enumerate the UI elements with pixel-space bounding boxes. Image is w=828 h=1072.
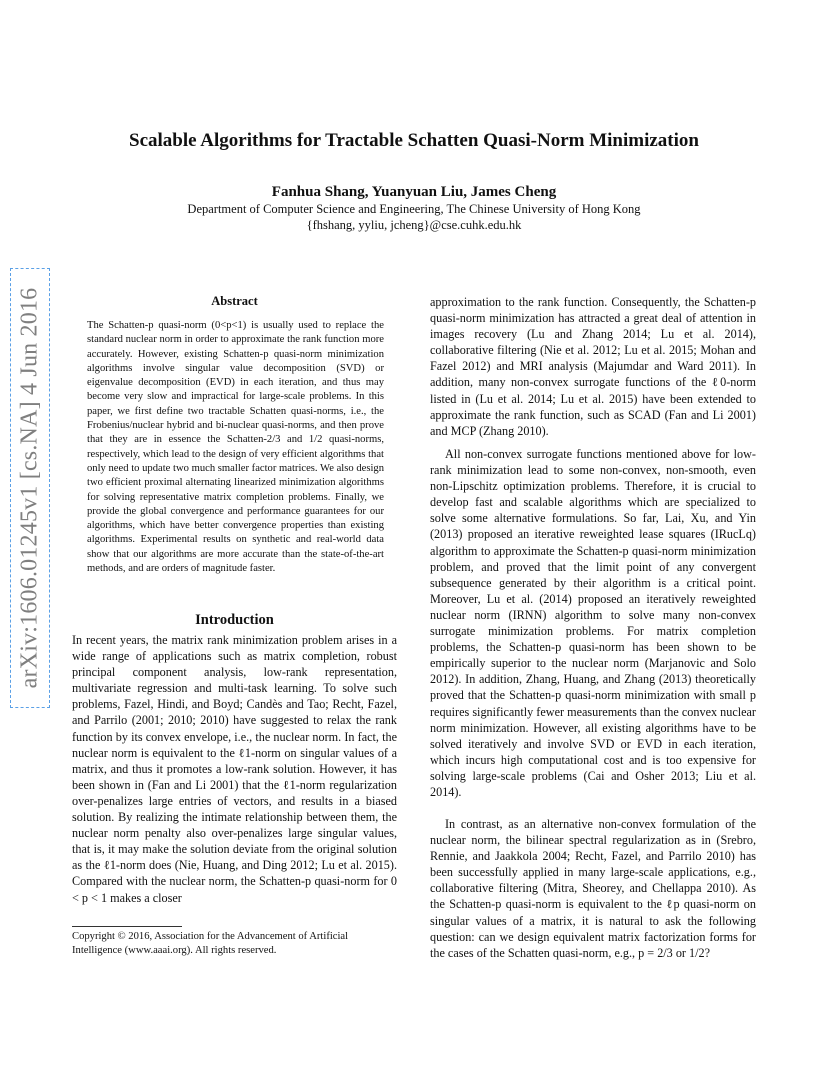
author-affiliation: Department of Computer Science and Engineering, The Chinese University of Hong Kong: [187, 202, 641, 216]
paper-title: Scalable Algorithms for Tractable Schatten Quasi-Norm Minimization: [129, 130, 699, 151]
right-column-paragraph-2: All non-convex surrogate functions mentioned above for low-rank minimization lead to some non-convex, non-smooth, even non-Lipschitz optimization problems. Therefore, it is crucial to develop fast and scalable algorithms which are specialized to solve some alternative formulations. So far, Lai, Xu, and Yin (2013) proposed an iterative reweighted lease squares (IRucLq) algorithm to approximate the Schatten-p quasi-norm minimization problem, and proved that the limit point of any convergent subsequence generated by their algorithm is a critical point. Moreover, Lu et al. (2014) proposed an iteratively reweighted nuclear norm (IRNN) algorithm to solve many non-convex surrogate minimization problems. For matrix completion problems, the Schatten-p quasi-norm has been shown to be empirically superior to the nuclear norm (Marjanovic and Solo 2012). In addition, Zhang, Huang, and Zhang (2013) theoretically proved that the Schatten-p quasi-norm minimization with small p requires significantly fewer measurements than the convex nuclear norm minimization. However, all existing algorithms have to be solved iteratively and involve SVD or EVD in each iteration, which incurs high computational cost and is too expensive for solving large-scale problems (Cai and Osher 2013; Liu et al. 2014).: [430, 447, 756, 799]
footnote-divider: [72, 926, 182, 927]
abstract-text: The Schatten-p quasi-norm (0<p<1) is usually used to replace the standard nuclear norm in order to approximate the rank function more accurately. However, existing Schatten-p quasi-norm minimization algorithms involve singular value decomposition (SVD) or eigenvalue decomposition (EVD) in each iteration, and thus may become very slow and impractical for large-scale problems. In this paper, we first define two tractable Schatten quasi-norms, i.e., the Frobenius/nuclear hybrid and bi-nuclear quasi-norms, and then prove that they are in essence the Schatten-2/3 and 1/2 quasi-norms, respectively, which lead to the design of very efficient algorithms that only need to update two much smaller factor matrices. We also design two efficient proximal alternating linearized minimization algorithms for solving representative matrix completion problems. Finally, we provide the global convergence and performance guarantees for our algorithms, which have better convergence properties than existing algorithms. Experimental results on synthetic and real-world data show that our algorithms are more accurate than the state-of-the-art methods, and are orders of magnitude faster.: [87, 320, 384, 575]
right-column-paragraph-3: In contrast, as an alternative non-convex formulation of the nuclear norm, the bilinear spectral regularization as in (Srebro, Rennie, and Jaakkola 2004; Recht, Fazel, and Parrilo 2010) has been successfully applied in many large-scale applications, e.g., collaborative filtering (Mitra, Sheorey, and Chellappa 2010). As the Schatten-p quasi-norm is equivalent to the ℓp quasi-norm on singular values of a matrix, it is natural to ask the following question: can we design equivalent matrix factorization forms for the cases of the Schatten quasi-norm, e.g., p = 2/3 or 1/2?: [430, 817, 756, 960]
right-column-paragraph-1: approximation to the rank function. Consequently, the Schatten-p quasi-norm minimization has attracted a great deal of attention in images recovery (Lu and Zhang 2014; Lu et al. 2014), collaborative filtering (Nie et al. 2012; Lu et al. 2015; Mohan and Fazel 2012) and MRI analysis (Majumdar and Ward 2011). In addition, many non-convex surrogate functions of the ℓ0-norm listed in (Lu et al. 2014; Lu et al. 2015) have been extended to approximate the rank function, such as SCAD (Fan and Li 2001) and MCP (Zhang 2010).: [430, 295, 756, 438]
introduction-paragraph: In recent years, the matrix rank minimization problem arises in a wide range of applications such as matrix completion, robust principal component analysis, low-rank representation, multivariate regression and multi-task learning. To solve such problems, Fazel, Hindi, and Boyd; Candès and Tao; Recht, Fazel, and Parrilo (2001; 2010; 2010) have suggested to relax the rank function by its convex envelope, i.e., the nuclear norm. In fact, the nuclear norm is equivalent to the ℓ1-norm on singular values of a matrix, and thus it promotes a low-rank solution. However, it has been shown in (Fan and Li 2001) that the ℓ1-norm regularization over-penalizes large entries of vectors, and results in a biased solution. By realizing the intimate relationship between them, the nuclear norm penalty also over-penalizes large singular values, that is, it may make the solution deviate from the original solution as the ℓ1-norm does (Nie, Huang, and Ding 2012; Lu et al. 2015). Compared with the nuclear norm, the Schatten-p quasi-norm for 0 < p < 1 makes a closer: [72, 633, 397, 905]
author-emails: {fhshang, yyliu, jcheng}@cse.cuhk.edu.hk: [306, 218, 522, 232]
abstract-heading: Abstract: [211, 294, 258, 308]
paper-authors: Fanhua Shang, Yuanyuan Liu, James Cheng: [271, 184, 557, 200]
arxiv-stamp-box[interactable]: [10, 268, 50, 708]
copyright-footnote: Copyright © 2016, Association for the Advancement of Artificial Intelligence (www.aaai.org). All rights reserved.: [72, 931, 349, 956]
introduction-heading: Introduction: [195, 612, 274, 628]
arxiv-identifier[interactable]: arXiv:1606.01245v1 [cs.NA] 4 Jun 2016: [16, 287, 43, 689]
